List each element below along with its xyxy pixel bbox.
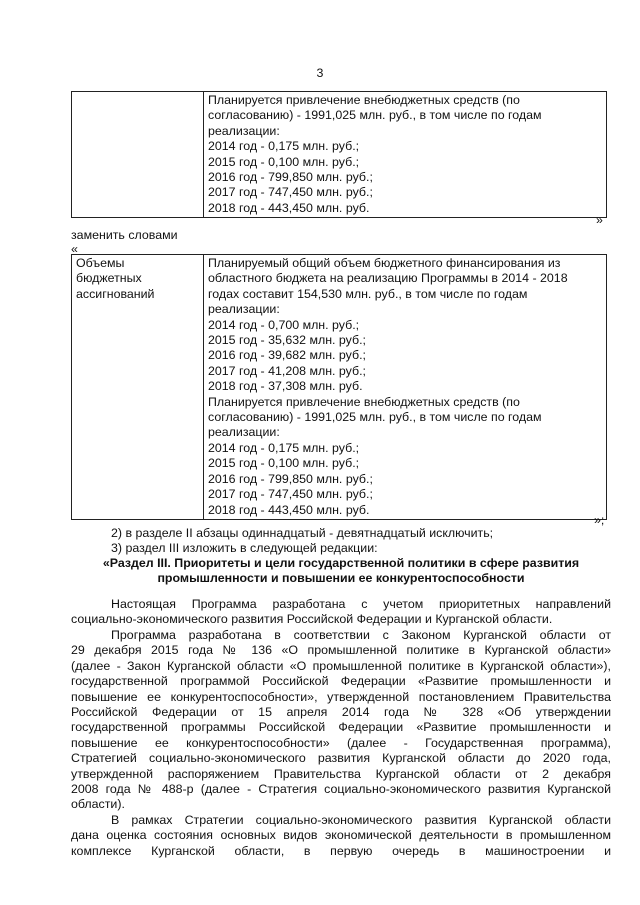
text-line: 2016 год - 799,850 млн. руб.; [208,471,373,486]
text-line: годах составит 154,530 млн. руб., в том числе по годам [208,286,528,301]
text-line: 29 декабря 2015 года № 136 «О промышленной политике в Курганской области» [71,643,611,658]
text-line: Российской Федерации от 15 апреля 2014 года № 328 «Об утверждении [71,705,611,720]
text-line: 2018 год - 443,450 млн. руб. [208,200,370,215]
text-line: Планируется привлечение внебюджетных средств (по [208,93,520,107]
text-line: области). [71,797,125,812]
text-line: Стратегией социально-экономического развития Курганской области до 2020 года, [71,751,611,766]
amendment-item-3: 3) раздел III изложить в следующей редакции: [111,541,378,555]
text-line: областного бюджета на реализацию Программы в 2014 - 2018 [208,271,568,286]
paragraph-1 [71,597,611,628]
table-label-cell [72,255,204,520]
budget-table [71,254,607,520]
text-line: повышение ее конкурентоспособности» (далее - Государственная программа), [71,735,611,750]
text-line: Планируется привлечение внебюджетных средств (по [208,394,520,409]
text-line: 2015 год - 0,100 млн. руб.; [208,154,360,169]
text-line: дана оценка состояния основных видов экономической деятельности в промышленном [71,828,611,843]
text-line: 2017 год - 41,208 млн. руб.; [208,363,366,378]
text-line: (далее - Закон Курганской области «О промышленной политике в Курганской области»), [71,658,611,673]
text-line: 2014 год - 0,175 млн. руб.; [208,440,360,455]
closing-quote: » [596,213,603,227]
label-line: ассигнований [76,286,155,301]
text-line: 2016 год - 39,682 млн. руб.; [208,348,366,363]
section-heading [71,556,611,587]
text-line: согласованию) - 1991,025 млн. руб., в том числе по годам [208,108,542,123]
text-line: реализации: [208,302,280,317]
text-line: реализации: [208,425,280,440]
opening-quote: « [71,242,78,256]
text-line: 2015 год - 35,632 млн. руб.; [208,333,366,348]
text-line: 2015 год - 0,100 млн. руб.; [208,456,360,471]
text-line: согласованию) - 1991,025 млн. руб., в том числе по годам [208,410,542,425]
text-line: 2017 год - 747,450 млн. руб.; [208,185,373,200]
heading-line: «Раздел III. Приоритеты и цели государственной политики в сфере развития [102,556,580,570]
table-value-cell [204,255,607,520]
text-line: реализации: [208,123,280,138]
heading-line: промышленности и повышении ее конкурентоспособности [157,571,525,586]
table-label-cell-empty [72,92,204,218]
closing-quote-semicolon: »; [594,513,605,527]
text-line: Настоящая Программа разработана с учетом приоритетных направлений [111,597,611,611]
text-line: 2018 год - 443,450 млн. руб. [208,502,370,517]
page-number: 3 [316,66,324,80]
text-line: комплексе Курганской области, в первую очередь в машиностроении и [71,843,611,858]
table-fragment-top [71,91,607,218]
text-line: 2016 год - 799,850 млн. руб.; [208,170,373,185]
amendment-item-2: 2) в разделе II абзацы одиннадцатый - девятнадцатый исключить; [111,526,494,540]
paragraph-3 [71,813,611,859]
text-line: Программа разработана в соответствии с Законом Курганской области от [111,628,611,642]
text-line: государственной программой Российской Федерации «Развитие промышленности и [71,674,611,689]
text-line: Планируемый общий объем бюджетного финансирования из [208,256,561,270]
label-line: Объемы [76,256,125,270]
text-line: 2017 год - 747,450 млн. руб.; [208,487,373,502]
text-line: повышение ее конкурентоспособности», утвержденной постановлением Правительства [71,689,611,704]
label-line: бюджетных [76,271,142,286]
paragraph-2 [71,628,611,813]
text-line: В рамках Стратегии социально-экономического развития Курганской области [111,813,611,827]
text-line: социально-экономического развития Российской Федерации и Курганской области. [71,612,553,627]
text-line: 2014 год - 0,175 млн. руб.; [208,139,360,154]
text-line: 2008 года № 488-р (далее - Стратегия социально-экономического развития Курганской [71,782,611,797]
replace-with-text: заменить словами [71,228,178,242]
text-line: утвержденной распоряжением Правительства Курганской области от 2 декабря [71,766,611,781]
text-line: 2018 год - 37,308 млн. руб. [208,379,363,394]
text-line: 2014 год - 0,700 млн. руб.; [208,317,360,332]
table-value-cell [204,92,607,218]
text-line: государственной программы Российской Федерации «Развитие промышленности и [71,720,611,735]
